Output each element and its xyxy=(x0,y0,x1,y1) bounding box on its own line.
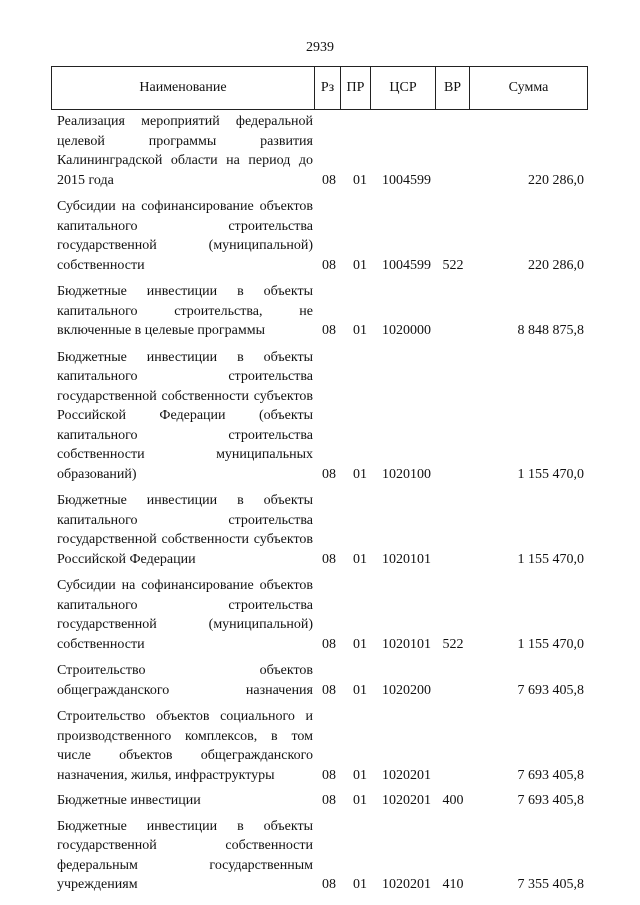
row-name: Реализация мероприятий федеральной целевой программы развития Калининградской области на период до 2015 года xyxy=(57,114,313,188)
row-sum: 7 693 405,8 xyxy=(517,682,584,698)
row-rz: 08 xyxy=(322,793,336,808)
row-vr: 522 xyxy=(442,636,464,652)
row-pr: 01 xyxy=(353,172,367,188)
row-sum: 7 693 405,8 xyxy=(517,767,584,783)
row-vr: 410 xyxy=(442,877,464,892)
row-csr: 1020101 xyxy=(382,636,431,652)
header-pr: ПР xyxy=(341,67,371,109)
row-csr: 1004599 xyxy=(382,172,431,188)
page-number: 2939 xyxy=(306,40,334,55)
row-name: Субсидии на софинансирование объектов капитального строительства государственной (муниципальной) собственности xyxy=(57,199,313,273)
row-pr: 01 xyxy=(353,323,367,338)
row-name: Бюджетные инвестиции в объекты капитального строительства, не включенные в целевые программы xyxy=(57,284,313,338)
row-sum: 1 155 470,0 xyxy=(517,636,584,652)
header-sum: Сумма xyxy=(508,80,549,95)
row-csr: 1020201 xyxy=(382,767,431,783)
table-row xyxy=(57,661,588,700)
row-name: Бюджетные инвестиции xyxy=(57,793,201,808)
row-name: Бюджетные инвестиции в объекты капитального строительства государственной собственности субъектов Российской Федерации (объекты капитального строительства собственности муниципальных образований) xyxy=(57,349,313,482)
row-pr: 01 xyxy=(353,551,367,567)
row-csr: 1020201 xyxy=(382,793,431,808)
row-rz: 08 xyxy=(322,257,336,273)
row-vr: 400 xyxy=(442,793,464,808)
table-row xyxy=(57,817,588,895)
table-header xyxy=(51,66,588,110)
row-rz: 08 xyxy=(322,323,336,338)
table-row xyxy=(57,707,588,785)
table-row xyxy=(57,491,588,569)
row-rz: 08 xyxy=(322,551,336,567)
row-sum: 220 286,0 xyxy=(528,257,584,273)
table-row xyxy=(57,282,588,341)
row-pr: 01 xyxy=(353,793,367,808)
row-rz: 08 xyxy=(322,682,336,698)
row-sum: 8 848 875,8 xyxy=(517,323,584,338)
row-name: Бюджетные инвестиции в объекты государственной собственности федеральным государственным учреждениям xyxy=(57,818,313,892)
row-sum: 1 155 470,0 xyxy=(517,466,584,482)
header-rz: Рз xyxy=(315,67,341,109)
row-csr: 1020100 xyxy=(382,466,431,482)
row-pr: 01 xyxy=(353,466,367,482)
row-name: Бюджетные инвестиции в объекты капитального строительства государственной собственности субъектов Российской Федерации xyxy=(57,493,313,567)
row-name: Строительство объектов общегражданского назначения xyxy=(57,663,313,698)
row-sum: 1 155 470,0 xyxy=(517,551,584,567)
table-row xyxy=(57,791,588,811)
row-csr: 1020000 xyxy=(382,323,431,338)
table-row xyxy=(57,197,588,275)
header-csr: ЦСР xyxy=(371,67,436,109)
row-rz: 08 xyxy=(322,636,336,652)
row-csr: 1004599 xyxy=(382,257,431,273)
table-row xyxy=(57,576,588,654)
header-vr: ВР xyxy=(436,67,470,109)
row-csr: 1020201 xyxy=(382,877,431,892)
row-pr: 01 xyxy=(353,257,367,273)
table-row xyxy=(57,112,588,190)
row-pr: 01 xyxy=(353,636,367,652)
row-csr: 1020200 xyxy=(382,682,431,698)
table-body xyxy=(57,112,588,895)
table-row xyxy=(57,348,588,485)
row-sum: 7 355 405,8 xyxy=(517,877,584,892)
row-csr: 1020101 xyxy=(382,551,431,567)
row-rz: 08 xyxy=(322,877,336,892)
row-vr: 522 xyxy=(442,257,464,273)
row-pr: 01 xyxy=(353,877,367,892)
row-sum: 220 286,0 xyxy=(528,172,584,188)
row-pr: 01 xyxy=(353,682,367,698)
row-rz: 08 xyxy=(322,466,336,482)
header-name: Наименование xyxy=(52,67,315,109)
row-name: Субсидии на софинансирование объектов капитального строительства государственной (муниципальной) собственности xyxy=(57,578,313,652)
row-name: Строительство объектов социального и производственного комплексов, в том числе объектов общегражданского назначения, жилья, инфраструктуры xyxy=(57,709,313,783)
row-rz: 08 xyxy=(322,767,336,783)
row-rz: 08 xyxy=(322,172,336,188)
row-pr: 01 xyxy=(353,767,367,783)
row-sum: 7 693 405,8 xyxy=(517,793,584,808)
